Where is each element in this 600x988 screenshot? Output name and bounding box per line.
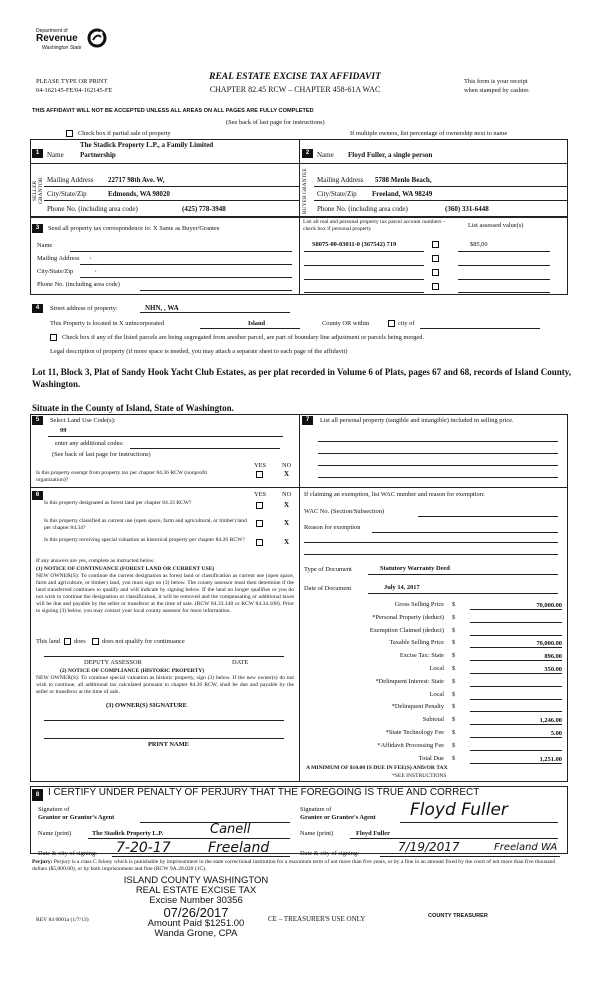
corr-city-label: City/State/Zip [37,268,74,275]
parcel-personal-checkbox-2[interactable] [432,255,439,262]
additional-codes-label: enter any additional codes: [55,440,124,447]
receipt-note: This form is your receipt [464,78,528,85]
doc-date: July 14, 2017 [384,584,420,591]
does-not-label: does not qualify for continuance [102,638,185,645]
tax-row-currency: $ [452,755,456,762]
grantee-name-field[interactable] [350,830,558,839]
does-checkbox[interactable] [64,638,71,645]
print-label: PLEASE TYPE OR PRINT [36,78,108,85]
s6-yes-header: YES [254,491,267,498]
seller-city-label: City/State/Zip [47,190,87,198]
parcel-number: S8075-00-03011-0 (367542) 719 [312,241,397,248]
tax-row-label: Subtotal [422,716,444,723]
section-1-number: 1 [32,149,43,158]
county-field[interactable] [200,320,300,329]
tax-row-label: Excise Tax: State [399,652,444,659]
receipt-note-2: when stamped by cashier. [464,87,530,94]
grantee-sign-date: 7/19/2017 [398,840,460,854]
tax-row-value[interactable]: 70,000.00 [470,601,562,610]
buyer-mailing-label: Mailing Address [317,176,364,184]
county-name: Island [248,320,266,327]
grantee-sign-city: Freeland WA [494,842,558,853]
tax-row-label: *State Technology Fee [385,729,444,736]
city-of-label: city of [398,320,415,327]
doc-type-label: Type of Document [304,566,352,573]
section-4-number: 4 [32,304,43,313]
page-subtitle: CHAPTER 82.45 RCW – CHAPTER 458-61A WAC [209,85,381,94]
historic-no-x: X [284,538,290,546]
tax-row-currency: $ [452,627,456,634]
exempt-no-x: X [284,470,290,478]
does-not-checkbox[interactable] [92,638,99,645]
exempt-question: Is this property exempt from property tax per chapter 84.36 RCW (nonprofit organization)? [36,470,208,483]
corr-phone-field[interactable] [140,282,292,291]
treasurer-stamp [118,876,274,939]
grantee-printed-name: Floyd Fuller [356,830,390,837]
seller-phone: (425) 778-3948 [182,205,226,213]
logo-dept-line: Department of [36,28,68,34]
buyer-city: Freeland, WA 98249 [372,190,433,198]
current-use-no-x: X [284,519,290,527]
s6-no-header: NO [282,491,292,498]
segregated-label: Check box if any of the listed parcels are being segregated from another parcel, are part of boundary line adjustment or parcels being merged. [62,334,425,341]
forest-yes-checkbox[interactable] [256,502,263,509]
deputy-assessor-label: DEPUTY ASSESSOR [84,659,142,666]
corr-name-field[interactable] [70,243,292,252]
corr-city-value: , [95,266,97,273]
forest-no-x: X [284,501,290,509]
section-3-number: 3 [32,224,43,233]
land-use-code: 99 [60,427,67,434]
grantor-name-field[interactable] [88,830,290,839]
seller-phone-label: Phone No. (including area code) [47,205,138,213]
grantor-sign-city: Freeland [208,840,270,856]
perjury-note [32,859,568,873]
legal-description: Lot 11, Block 3, Plat of Sandy Hook Yacht Club Estates, as per plat recorded in Volume 6 of Plats, pages 67 and 68, records of Island County, Washington. [32,367,571,389]
current-use-yes-checkbox[interactable] [256,520,263,527]
grantee-signature: Floyd Fuller [410,800,508,820]
tax-row-value[interactable] [470,742,562,751]
wa-logo-icon [86,28,108,48]
logo-revenue: Revenue [36,33,78,44]
if-any-yes: If any answers are yes, complete as instructed below. [36,558,155,564]
situate-line: Situate in the County of Island, State of Washington. [32,403,234,413]
historic-yes-checkbox[interactable] [256,539,263,546]
no-header: NO [282,462,292,469]
seller-mailing-label: Mailing Address [47,176,94,184]
tax-row-value[interactable]: 350.00 [470,665,562,674]
doc-date-field[interactable] [368,585,558,594]
doc-date-label: Date of Document [304,585,352,592]
land-use-see-back: (See back of last page for instructions) [52,451,151,458]
owner-signature-label: (3) OWNER(S) SIGNATURE [106,702,187,709]
county-treasurer-label: COUNTY TREASURER [428,913,488,919]
tax-row-currency: $ [452,691,456,698]
tax-row-label: *Delinquent Penalty [391,703,444,710]
seller-name-label: Name [47,151,64,159]
logo-state: Washington State [42,45,82,51]
buyer-mailing: 5788 Menlo Beach, [375,176,432,184]
land-use-field[interactable] [48,428,283,437]
tax-row-label: Gross Selling Price [394,601,444,608]
segregated-checkbox[interactable] [50,334,57,341]
seller-name-line2: Partnership [80,151,116,159]
city-of-field[interactable] [420,320,540,329]
notice-continuance-text: NEW OWNER(S): To continue the current designation as forest land or classification as current use (open space, farm and agriculture, or timber) land, you must sign on (3) below. The county assessor must then determine if the land transferred continues to qualify and will indicate by signing below. If the land no longer qualifies or you do not wish to continue the designation or classification, it will be removed and the compensating or additional taxes will be due and payable by the seller or transferor at the time of sale. (RCW 84.33.140 or RCW 84.34.108). Prior to signing (3) below, you may contact your local county assessor for more information. [36,573,294,614]
tax-row-value[interactable] [470,678,562,687]
tax-row-currency: $ [452,678,456,685]
notice-compliance-title: (2) NOTICE OF COMPLIANCE (HISTORIC PROPERTY) [60,668,205,674]
parcel-personal-checkbox-4[interactable] [432,283,439,290]
parcel-personal-checkbox-3[interactable] [432,269,439,276]
see-instructions-note: *SEE INSTRUCTIONS [392,773,447,779]
corr-mailing-value: , [90,253,92,260]
seller-name-line1: The Stadick Property L.P., a Family Limited [80,141,214,149]
tax-row-value[interactable]: 70,000.00 [470,639,562,648]
forest-question: Is this property designated as forest land per chapter 84.33 RCW? [44,500,192,506]
section-7-number: 7 [302,416,313,425]
partial-sale-label: Check box if partial sale of property [78,130,171,137]
tax-row-value[interactable]: 896.00 [470,652,562,661]
exemption-label: If claiming an exemption, list WAC number and reason for exemption: [304,491,485,498]
tax-row-currency: $ [452,614,456,621]
seller-side-label: SELLER GRANTOR [32,177,44,205]
form-codes: 04-162145-FE/04-162145-FE [36,87,113,94]
tax-row-currency: $ [452,716,456,723]
corr-mailing-field[interactable] [80,256,292,265]
parcel-header: List all real and personal property tax parcel account numbers – check box if personal property [303,219,446,232]
notice-continuance-title: (1) NOTICE OF CONTINUANCE (FOREST LAND OR CURRENT USE) [36,566,215,572]
assessed-value: $85,00 [470,241,488,248]
treasurer-use-label: CE – TREASURER'S USE ONLY [268,915,366,923]
tax-row-label: *Delinquent Interest: State [375,678,444,685]
form-revision: REV 84 0001a (1/7/13) [36,917,89,923]
grantee-date-city-label: Date & city of signing: [300,850,359,857]
county-label: County OR within [322,320,370,327]
yes-header: YES [254,462,267,469]
reason-label: Reason for exemption [304,524,361,531]
this-land-label: This land [36,638,60,645]
grantee-signature-field[interactable] [400,814,558,823]
perjury-label: Perjury: [32,859,53,865]
print-name-label: PRINT NAME [148,741,189,748]
doc-type-field[interactable] [368,566,558,575]
buyer-phone-label: Phone No. (including area code) [317,205,408,213]
tax-row-label: *Affidavit Processing Fee [377,742,444,749]
tax-row-currency: $ [452,652,456,659]
grantee-sig-label: Signature of [300,806,332,813]
tax-row-label: Local [429,665,444,672]
tax-row-value[interactable] [470,614,562,623]
exempt-yes-checkbox[interactable] [256,471,263,478]
partial-sale-checkbox[interactable] [66,130,73,137]
notice-compliance-text: NEW OWNER(S): To continue special valuation as historic property, sign (3) below. If the new owner(s) do not wish to continue, all additional tax calculated pursuant to chapter 84.26 RCW, shall be due and payable by the seller or transferor at the time of sale. [36,675,294,695]
land-use-label: Select Land Use Code(s): [50,417,116,424]
correspondence-label: Send all property tax correspondence to: X Same as Buyer/Grantee [48,225,220,232]
tax-row-value[interactable]: 1,246.00 [470,716,562,725]
located-label: This Property is located in X unincorporated [50,320,164,327]
buyer-name: Floyd Fuller, a single person [348,151,433,159]
stamp-tax-title: REAL ESTATE EXCISE TAX [135,885,257,896]
corr-mailing-label: Mailing Address [37,255,80,262]
parcel-personal-checkbox-1[interactable] [432,241,439,248]
reason-field[interactable] [372,524,558,533]
tax-row-label: Total Due [418,755,444,762]
seller-mailing: 22717 98th Ave. W, [108,176,165,184]
stamp-treasurer-name: Wanda Grone, CPA [154,928,238,939]
tax-row-currency: $ [452,729,456,736]
perjury-text: Perjury is a class C felony which is punishable by imprisonment in the state correctional institution for a maximum term of not more than five years, or by a fine in an amount fixed by the court of not more than five thousand dollars ($5,000.00), or by both imprisonment and fine (RCW 9A.20.020 (1C). [32,859,556,872]
grantor-printed-name: The Stadick Property L.P. [92,830,164,837]
street-label: Street address of property: [50,305,118,312]
wac-label: WAC No. (Section/Subsection) [304,508,385,515]
tax-row-label: Taxable Selling Price [389,639,444,646]
tax-row-value[interactable] [470,627,562,636]
grantor-sig-label: Signature of [38,806,70,813]
personal-property-label: List all personal property (tangible and intangible) included in selling price. [320,417,514,424]
buyer-city-label: City/State/Zip [317,190,357,198]
multiple-owners-note: If multiple owners, list percentage of ownership next to name [350,130,508,137]
grantor-handwritten-name: Canell [210,822,251,837]
grantor-name-print-label: Name (print) [38,830,72,837]
grantor-date-field[interactable] [112,848,290,857]
current-use-question: Is this property classified as current use (open space, farm and agricultural, or timber) land per chapter 84.34? [44,518,247,531]
page-title: REAL ESTATE EXCISE TAX AFFIDAVIT [209,72,381,82]
street-field[interactable] [140,304,290,313]
tax-row-value[interactable] [470,691,562,700]
stamp-excise-number: Excise Number 30356 [149,895,243,906]
buyer-side-label: BUYER GRANTEE [302,168,308,214]
section-6-number: 6 [32,491,43,500]
seller-city: Edmonds, WA 98020 [108,190,170,198]
grantor-date-city-label: Date & city of signing: [38,850,97,857]
tax-row-currency: $ [452,601,456,608]
tax-row-value[interactable]: 5.00 [470,729,562,738]
stamp-county: ISLAND COUNTY WASHINGTON [123,875,269,886]
legal-label: Legal description of property (if more space is needed, you may attach a separate sheet to each page of the affidavit) [50,348,348,355]
historic-question: Is this property receiving special valuation as historical property per chapter 84.26 RCW? [44,537,245,543]
corr-name-label: Name [37,242,53,249]
tax-row-label: Exemption Claimed (deduct) [369,627,444,634]
grantee-date-field[interactable] [380,848,560,857]
certify-statement: I CERTIFY UNDER PENALTY OF PERJURY THAT THE FOREGOING IS TRUE AND CORRECT [48,787,480,798]
doc-type: Statutory Warranty Deed [380,565,450,572]
section-8-number: 8 [32,789,43,801]
tax-row-currency: $ [452,639,456,646]
grantor-sign-date: 7-20-17 [116,840,171,856]
see-back-note: (See back of last page for instructions) [226,119,325,126]
buyer-phone: (360) 331-6448 [445,205,489,213]
tax-row-value[interactable]: 1,251.00 [470,755,562,764]
tax-row-currency: $ [452,665,456,672]
assessed-header: List assessed value(s) [468,222,524,229]
tax-row-value[interactable] [470,703,562,712]
grantee-agent-label: Grantee or Grantee's Agent [300,814,376,821]
tax-row-label: Local [429,691,444,698]
city-of-checkbox[interactable] [388,320,395,327]
section-5-number: 5 [32,416,43,425]
tax-row-currency: $ [452,742,456,749]
tax-row-label: *Personal Property (deduct) [372,614,444,621]
minimum-fee-note: A MINIMUM OF $10.00 IS DUE IN FEE(S) AND/OR TAX [306,765,448,771]
tax-row-currency: $ [452,703,456,710]
grantee-name-print-label: Name (print) [300,830,334,837]
deputy-date-label: DATE [232,659,249,666]
grantor-agent-label: Grantor or Grantor's Agent [38,814,115,821]
buyer-name-label: Name [317,151,334,159]
warning-text: THIS AFFIDAVIT WILL NOT BE ACCEPTED UNLESS ALL AREAS ON ALL PAGES ARE FULLY COMPLETED [32,108,314,114]
corr-city-field[interactable] [80,269,292,278]
wac-field[interactable] [418,508,558,517]
corr-phone-label: Phone No. (including area code) [37,281,120,288]
street-address: NHN, , WA [145,304,179,312]
stamp-date: 07/26/2017 [163,905,229,920]
does-label: does [74,638,86,645]
section-2-number: 2 [302,149,313,158]
additional-codes-field[interactable] [130,440,280,449]
stamp-amount-paid: Amount Paid $1251.00 [147,918,245,929]
